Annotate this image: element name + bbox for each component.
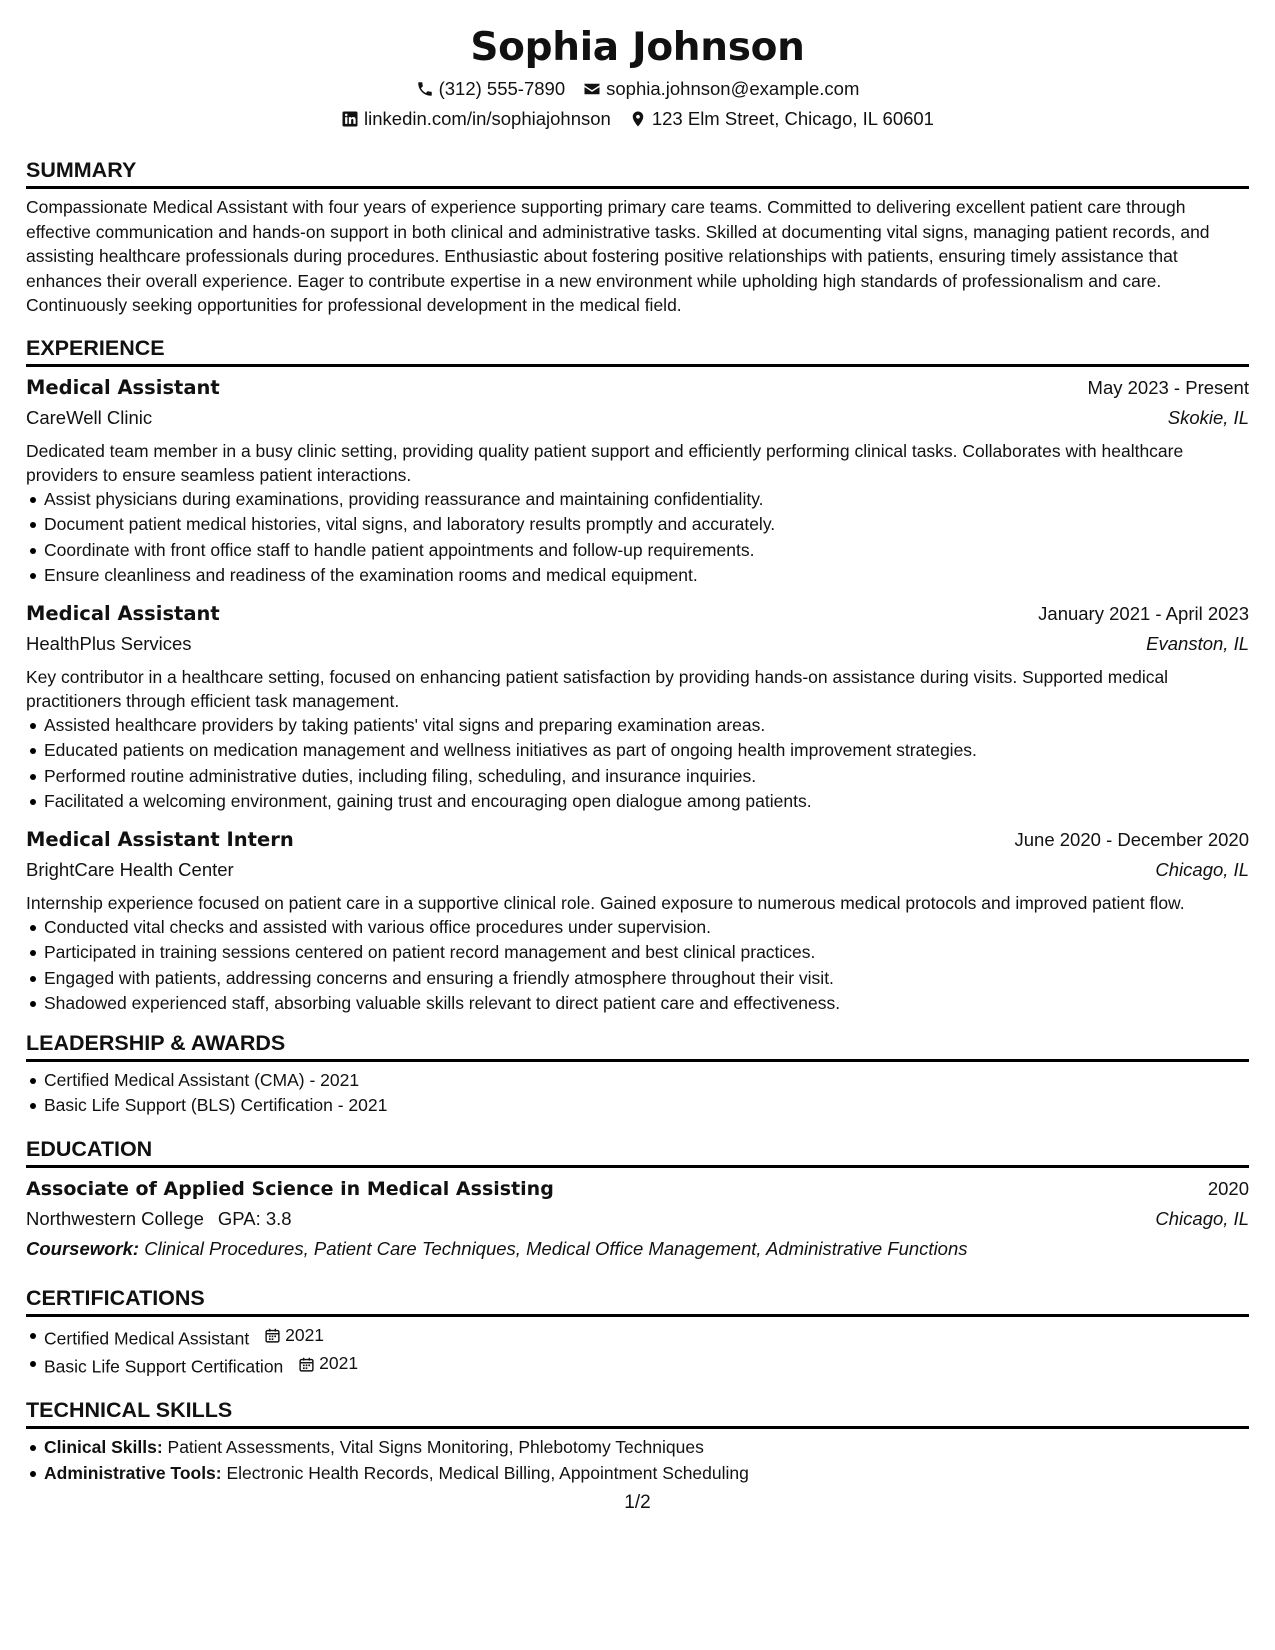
contact-address bbox=[629, 104, 934, 134]
job-title: Medical Assistant Intern bbox=[26, 827, 294, 851]
job-title: Medical Assistant bbox=[26, 375, 220, 399]
certifications-section bbox=[26, 1284, 1249, 1381]
phone-icon bbox=[416, 80, 434, 98]
list-item: Assist physicians during examinations, providing reassurance and maintaining confidentiality. bbox=[26, 487, 1249, 513]
cert-name: Basic Life Support Certification bbox=[44, 1356, 284, 1377]
calendar-icon bbox=[298, 1356, 315, 1373]
contact-row-secondary bbox=[26, 104, 1249, 134]
envelope-icon bbox=[583, 80, 601, 98]
skill-label: Clinical Skills: bbox=[44, 1437, 163, 1457]
skill-value: Electronic Health Records, Medical Billing, Appointment Scheduling bbox=[226, 1462, 749, 1483]
section-title-skills: TECHNICAL SKILLS bbox=[26, 1396, 1249, 1429]
list-item bbox=[26, 1435, 1249, 1461]
job-description: Internship experience focused on patient care in a supportive clinical role. Gained exposure to numerous medical protocols and improved patient flow. bbox=[26, 892, 1185, 913]
job-company: HealthPlus Services bbox=[26, 632, 192, 654]
school-name: Northwestern College bbox=[26, 1207, 204, 1229]
contact-linkedin[interactable] bbox=[341, 104, 611, 134]
degree-title: Associate of Applied Science in Medical Assisting bbox=[26, 1177, 554, 1200]
awards-section bbox=[26, 1029, 1249, 1119]
phone-text: (312) 555-7890 bbox=[438, 78, 566, 99]
job-description: Key contributor in a healthcare setting, focused on enhancing patient satisfaction by providing hands-on assistance during visits. Supported medical practitioners through efficient task management. bbox=[26, 666, 1169, 711]
cert-year-text: 2021 bbox=[285, 1324, 325, 1345]
job-bullets bbox=[26, 915, 1249, 1017]
coursework-label: Coursework: bbox=[26, 1237, 140, 1259]
contact-phone[interactable] bbox=[416, 74, 566, 104]
list-item: Conducted vital checks and assisted with various office procedures under supervision. bbox=[26, 915, 1249, 941]
job-bullets bbox=[26, 487, 1249, 589]
job-date: January 2021 - April 2023 bbox=[1038, 602, 1249, 624]
job-date: June 2020 - December 2020 bbox=[1014, 828, 1249, 850]
list-item: Assisted healthcare providers by taking patients' vital signs and preparing examination areas. bbox=[26, 713, 1249, 739]
job-entry bbox=[26, 373, 1249, 589]
section-title-experience: EXPERIENCE bbox=[26, 334, 1249, 367]
section-title-summary: SUMMARY bbox=[26, 156, 1249, 189]
list-item bbox=[26, 1323, 1249, 1352]
section-title-certifications: CERTIFICATIONS bbox=[26, 1284, 1249, 1317]
cert-year-text: 2021 bbox=[319, 1353, 359, 1374]
skills-list bbox=[26, 1435, 1249, 1486]
page-number: 1/2 bbox=[624, 1492, 651, 1513]
list-item: Certified Medical Assistant (CMA) - 2021 bbox=[26, 1068, 1249, 1094]
job-company: CareWell Clinic bbox=[26, 406, 153, 428]
linkedin-text: linkedin.com/in/sophiajohnson bbox=[364, 108, 611, 129]
linkedin-icon bbox=[341, 110, 359, 128]
list-item: Basic Life Support (BLS) Certification - 2021 bbox=[26, 1093, 1249, 1119]
list-item: Engaged with patients, addressing concerns and ensuring a friendly atmosphere throughout their visit. bbox=[26, 966, 1249, 992]
email-text: sophia.johnson@example.com bbox=[606, 78, 860, 99]
list-item: Participated in training sessions centered on patient record management and best clinical practices. bbox=[26, 940, 1249, 966]
calendar-icon bbox=[264, 1327, 281, 1344]
job-entry bbox=[26, 825, 1249, 1017]
list-item bbox=[26, 1351, 1249, 1380]
section-title-awards: LEADERSHIP & AWARDS bbox=[26, 1029, 1249, 1062]
job-date: May 2023 - Present bbox=[1087, 376, 1249, 398]
summary-section bbox=[26, 156, 1249, 318]
coursework-list: Clinical Procedures, Patient Care Techniques, Medical Office Management, Administrative Functions bbox=[144, 1237, 968, 1259]
degree-year: 2020 bbox=[1207, 1177, 1249, 1199]
list-item: Coordinate with front office staff to handle patient appointments and follow-up requirements. bbox=[26, 538, 1249, 564]
skill-value: Patient Assessments, Vital Signs Monitoring, Phlebotomy Techniques bbox=[167, 1437, 704, 1457]
list-item bbox=[26, 1461, 1249, 1487]
job-company: BrightCare Health Center bbox=[26, 858, 234, 880]
candidate-name: Sophia Johnson bbox=[470, 25, 805, 70]
skills-section bbox=[26, 1396, 1249, 1486]
experience-section bbox=[26, 334, 1249, 1017]
list-item: Document patient medical histories, vital signs, and laboratory results promptly and accurately. bbox=[26, 512, 1249, 538]
awards-list bbox=[26, 1068, 1249, 1119]
skill-label: Administrative Tools: bbox=[44, 1462, 222, 1483]
contact-email[interactable] bbox=[583, 74, 859, 104]
cert-year bbox=[298, 1351, 358, 1377]
job-bullets bbox=[26, 713, 1249, 815]
contact-row-primary bbox=[26, 74, 1249, 104]
job-location: Evanston, IL bbox=[1146, 632, 1249, 654]
job-entry bbox=[26, 599, 1249, 815]
job-title: Medical Assistant bbox=[26, 601, 220, 625]
list-item: Educated patients on medication management and wellness initiatives as part of ongoing health improvement strategies. bbox=[26, 738, 1249, 764]
job-description: Dedicated team member in a busy clinic setting, providing quality patient support and efficiently performing clinical tasks. Collaborates with healthcare providers to ensure seamless patient interactions. bbox=[26, 440, 1184, 485]
school-location: Chicago, IL bbox=[1155, 1207, 1249, 1229]
education-section bbox=[26, 1135, 1249, 1264]
list-item: Shadowed experienced staff, absorbing valuable skills relevant to direct patient care and effectiveness. bbox=[26, 991, 1249, 1017]
list-item: Facilitated a welcoming environment, gaining trust and encouraging open dialogue among patients. bbox=[26, 789, 1249, 815]
coursework bbox=[26, 1234, 1249, 1264]
certifications-list bbox=[26, 1323, 1249, 1381]
job-location: Chicago, IL bbox=[1155, 858, 1249, 880]
section-title-education: EDUCATION bbox=[26, 1135, 1249, 1168]
cert-name: Certified Medical Assistant bbox=[44, 1327, 250, 1348]
list-item: Performed routine administrative duties, including filing, scheduling, and insurance inquiries. bbox=[26, 764, 1249, 790]
map-marker-icon bbox=[629, 110, 647, 128]
list-item: Ensure cleanliness and readiness of the examination rooms and medical equipment. bbox=[26, 563, 1249, 589]
job-location: Skokie, IL bbox=[1167, 406, 1249, 428]
address-text: 123 Elm Street, Chicago, IL 60601 bbox=[651, 108, 934, 129]
cert-year bbox=[264, 1323, 324, 1349]
summary-text: Compassionate Medical Assistant with four years of experience supporting primary care teams. Committed to delivering excellent patient care through effective communication and hands-on support in both clinical and administrative tasks. Skilled at documenting vital signs, managing patient records, and assisting healthcare professionals during procedures. Enthusiastic about fostering positive relationships with patients, ensuring timely assistance that enhances their overall experience. Eager to contribute expertise in a new environment while upholding high standards of professionalism and care. Continuously seeking opportunities for professional development in the medical field. bbox=[26, 197, 1210, 315]
gpa: GPA: 3.8 bbox=[217, 1207, 292, 1229]
